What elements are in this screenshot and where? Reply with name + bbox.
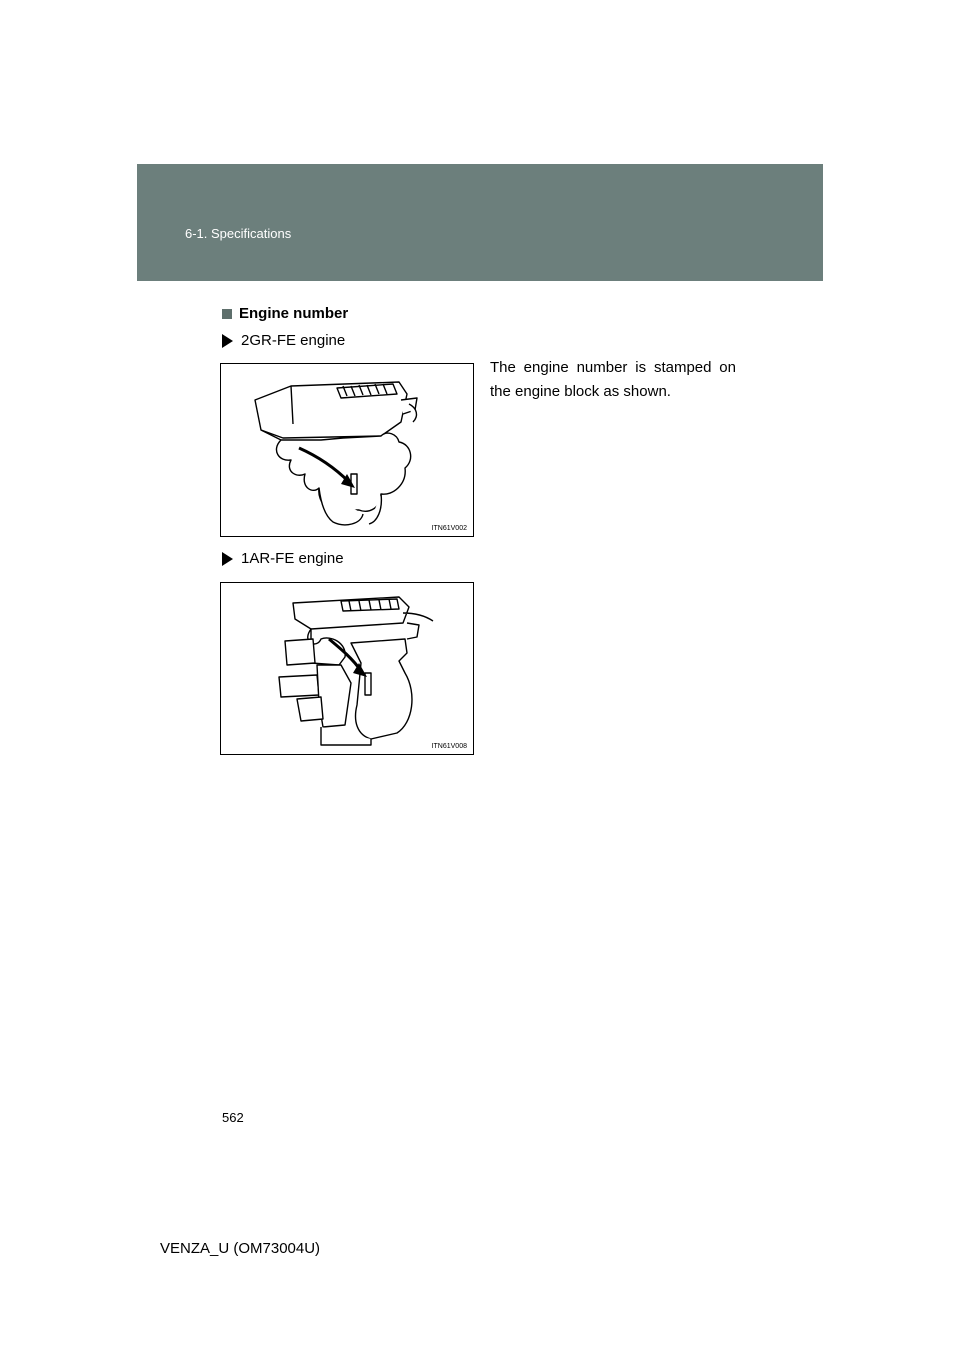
- header-band: [137, 164, 823, 281]
- engine-number-description: The engine number is stamped on the engine block as shown.: [490, 359, 736, 400]
- heading-text: Engine number: [239, 305, 349, 322]
- figure-code: ITN61V008: [431, 743, 467, 750]
- engine1-label: [222, 332, 345, 349]
- engine-1ar-illustration: [221, 583, 473, 754]
- engine-2gr-illustration: [221, 364, 473, 536]
- square-bullet-icon: [222, 309, 232, 319]
- section-heading: [222, 305, 348, 322]
- triangle-bullet-icon: [222, 552, 233, 566]
- engine2-label-text: 1AR-FE engine: [241, 550, 344, 567]
- footer-manual-id: VENZA_U (OM73004U): [160, 1240, 321, 1257]
- engine2-label: [222, 550, 344, 567]
- figure-code: ITN61V002: [431, 525, 467, 532]
- engine1-label-text: 2GR-FE engine: [241, 332, 346, 349]
- triangle-bullet-icon: [222, 334, 233, 348]
- section-label: 6-1. Specifications: [185, 226, 292, 241]
- engine1-figure: [220, 363, 474, 537]
- engine2-figure: [220, 582, 474, 755]
- page-number: 562: [222, 1110, 244, 1125]
